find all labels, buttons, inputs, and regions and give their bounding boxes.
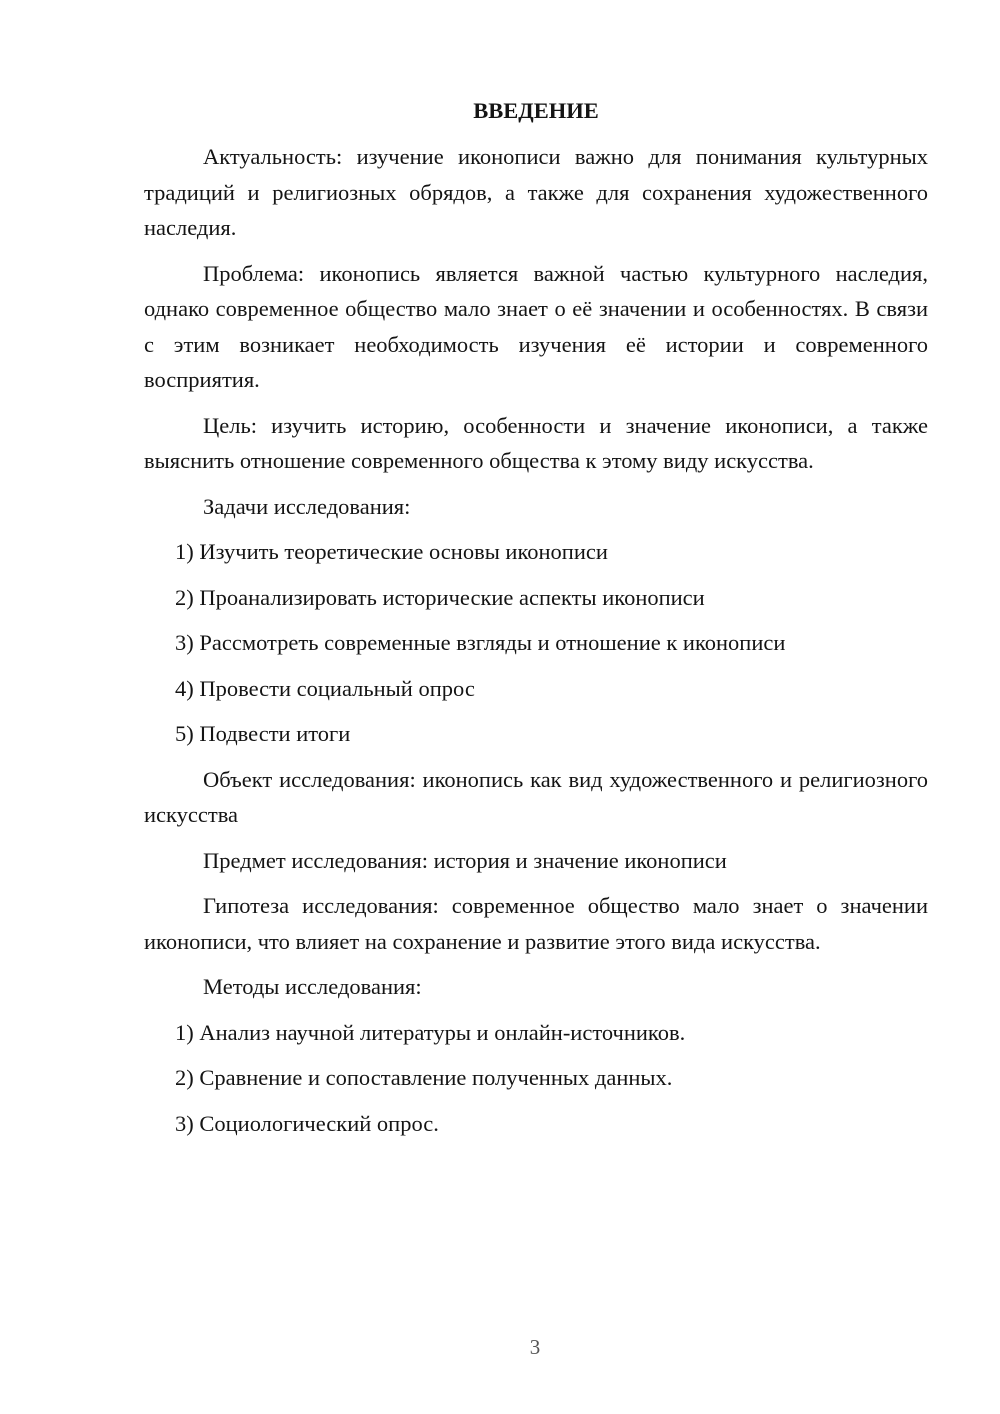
list-item-text: Сравнение и сопоставление полученных данных. <box>199 1065 673 1090</box>
list-item-number: 2) <box>175 584 194 610</box>
list-item-number: 2) <box>175 1065 194 1090</box>
problem-paragraph: Проблема: иконопись является важной частью культурного наследия, однако современное общество мало знает о её значении и особенностях. В связи с этим возникает необходимость изучения её истории и современного восприятия. <box>144 260 928 392</box>
list-item-number: 4) <box>175 675 194 701</box>
list-item-number: 1) <box>175 539 194 564</box>
tasks-intro: Задачи исследования: <box>203 493 411 519</box>
relevance-paragraph: Актуальность: изучение иконописи важно для понимания культурных традиций и религиозных обрядов, а также для сохранения художественного наследия. <box>144 144 928 240</box>
list-item-number: 5) <box>175 721 194 746</box>
list-item <box>144 580 928 616</box>
list-item <box>144 716 928 752</box>
list-item-number: 1) <box>175 1019 194 1045</box>
page-content <box>144 93 928 1151</box>
list-item-number: 3) <box>175 630 194 655</box>
list-item <box>144 1106 928 1142</box>
list-item-text: Социологический опрос. <box>199 1110 439 1136</box>
list-item-number: 3) <box>175 1110 194 1136</box>
list-item <box>144 534 928 570</box>
list-item <box>144 671 928 707</box>
methods-list <box>144 1015 928 1142</box>
list-item-text: Рассмотреть современные взгляды и отношение к иконописи <box>199 630 786 655</box>
list-item-text: Подвести итоги <box>199 721 351 746</box>
methods-intro: Методы исследования: <box>203 974 422 999</box>
list-item-text: Анализ научной литературы и онлайн-источников. <box>199 1019 686 1045</box>
tasks-list <box>144 534 928 752</box>
page-number: 3 <box>529 1335 541 1359</box>
section-heading: ВВЕДЕНИЕ <box>473 98 599 123</box>
hypothesis-paragraph: Гипотеза исследования: современное общество мало знает о значении иконописи, что влияет на сохранение и развитие этого вида искусства. <box>144 893 928 954</box>
list-item <box>144 1015 928 1051</box>
list-item-text: Изучить теоретические основы иконописи <box>199 539 608 564</box>
list-item-text: Провести социальный опрос <box>199 675 475 701</box>
goal-paragraph: Цель: изучить историю, особенности и значение иконописи, а также выяснить отношение современного общества к этому виду искусства. <box>144 412 928 473</box>
list-item-text: Проанализировать исторические аспекты иконописи <box>199 584 705 610</box>
list-item <box>144 1060 928 1096</box>
subject-paragraph: Предмет исследования: история и значение иконописи <box>203 847 727 873</box>
object-paragraph: Объект исследования: иконопись как вид художественного и религиозного искусства <box>144 766 928 827</box>
list-item <box>144 625 928 661</box>
